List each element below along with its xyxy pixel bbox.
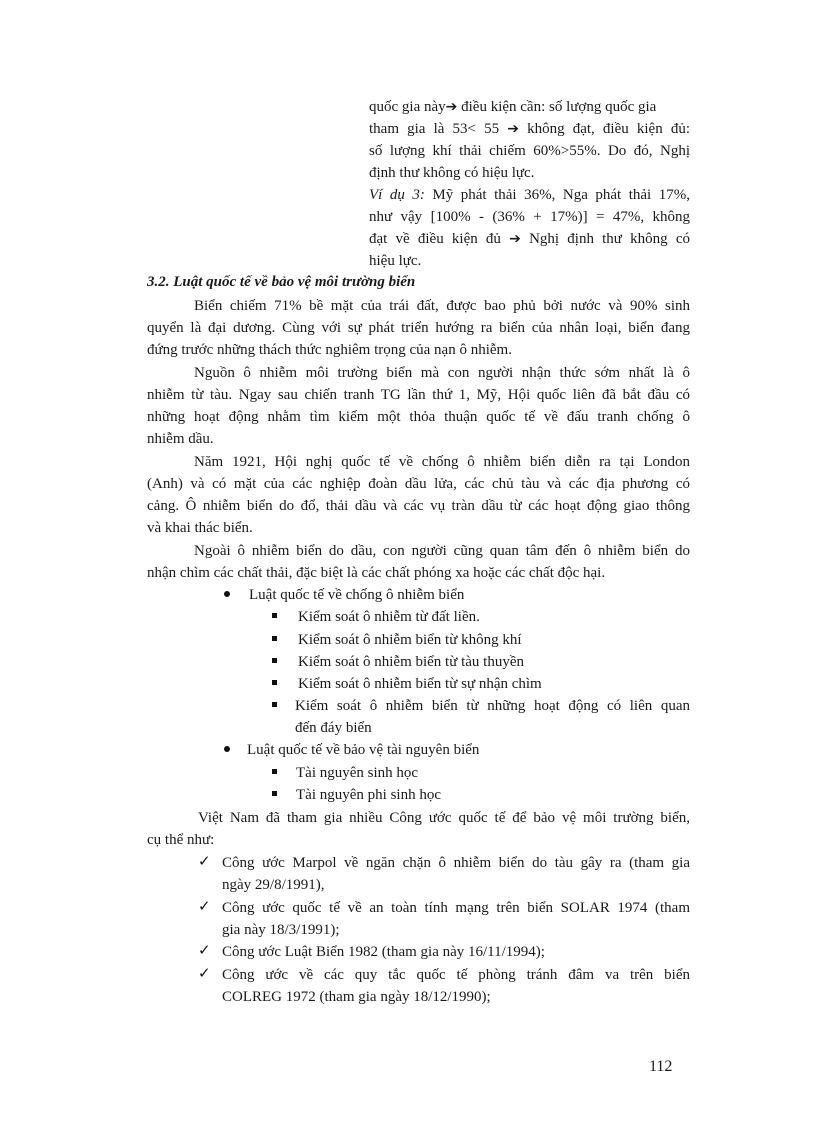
list-item: Luật quốc tế về bảo vệ tài nguyên biển <box>247 742 480 758</box>
convention-item: Công ước Luật Biển 1982 (tham gia này 16/11/1994); <box>222 944 545 960</box>
paragraph-line: (Anh) và có mặt của các nghiệp đoàn dầu lửa, các chủ tàu và các địa phương có <box>147 476 690 492</box>
paragraph-line: Ngoài ô nhiễm biển do dầu, con người cũng quan tâm đến ô nhiễm biển do <box>194 543 690 559</box>
paragraph-line: Biển chiếm 71% bề mặt của trái đất, được bao phủ bởi nước và 90% sinh <box>194 298 690 314</box>
convention-item-continued: gia này 18/3/1991); <box>222 922 340 938</box>
sub-list-item: Kiểm soát ô nhiễm biển từ sự nhận chìm <box>298 676 542 692</box>
paragraph-line: Năm 1921, Hội nghị quốc tế về chống ô nhiễm biển diễn ra tại London <box>194 454 690 470</box>
example-line-6: như vậy [100% - (36% + 17%)] = 47%, không <box>369 209 690 225</box>
paragraph-line: đứng trước những thách thức nghiêm trọng của nạn ô nhiễm. <box>147 342 512 358</box>
paragraph-line: cảng. Ô nhiễm biển do đổ, thải dầu và các vụ tràn dầu từ các hoạt động giao thông <box>147 498 690 514</box>
paragraph-line: Việt Nam đã tham gia nhiều Công ước quốc tế để bảo vệ môi trường biển, <box>198 810 690 826</box>
list-item: Luật quốc tế về chống ô nhiễm biển <box>249 587 465 603</box>
example-line-7: đạt về điều kiện đủ ➔ Nghị định thư không có <box>369 231 690 247</box>
sub-list-item: Tài nguyên phi sinh học <box>296 787 441 803</box>
convention-item-continued: COLREG 1972 (tham gia ngày 18/12/1990); <box>222 989 491 1005</box>
page-number: 112 <box>649 1058 673 1075</box>
sub-list-item: Kiểm soát ô nhiễm từ đất liền. <box>298 609 480 625</box>
example-label: Ví dụ 3: <box>369 187 425 203</box>
paragraph-line: những hoạt động nhằm tìm kiếm một thỏa thuận quốc tế về đấu tranh chống ô <box>147 409 690 425</box>
square-bullet-icon <box>272 613 277 618</box>
checkmark-icon: ✓ <box>198 852 211 870</box>
bullet-dot-icon <box>224 591 230 597</box>
sub-list-item-continued: đến đáy biển <box>295 720 372 736</box>
paragraph-line: cụ thể như: <box>147 832 215 848</box>
sub-list-item: Tài nguyên sinh học <box>296 765 419 781</box>
convention-item: Công ước quốc tế về an toàn tính mạng trên biển SOLAR 1974 (tham <box>222 900 690 916</box>
arrow-right-icon: ➔ <box>445 99 458 115</box>
convention-item: Công ước về các quy tắc quốc tế phòng tránh đâm va trên biển <box>222 967 690 983</box>
sub-list-item: Kiểm soát ô nhiễm biển từ không khí <box>298 632 522 648</box>
sub-list-item: Kiểm soát ô nhiễm biển từ những hoạt động có liên quan <box>295 698 690 714</box>
square-bullet-icon <box>272 702 277 707</box>
convention-item: Công ước Marpol về ngăn chặn ô nhiễm biển do tàu gây ra (tham gia <box>222 855 690 871</box>
convention-item-continued: ngày 29/8/1991), <box>222 877 325 893</box>
paragraph-line: Nguồn ô nhiễm môi trường biển mà con người nhận thức sớm nhất là ô <box>194 365 690 381</box>
arrow-right-icon: ➔ <box>507 121 519 137</box>
sub-list-item: Kiểm soát ô nhiễm biển từ tàu thuyền <box>298 654 525 670</box>
checkmark-icon: ✓ <box>198 964 211 982</box>
paragraph-line: nhận chìm các chất thải, đặc biệt là các chất phóng xa hoặc các chất độc hại. <box>147 565 606 581</box>
bullet-dot-icon <box>224 746 230 752</box>
example-line-2: tham gia là 53< 55 ➔ không đạt, điều kiện đủ: <box>369 121 690 137</box>
square-bullet-icon <box>272 636 277 641</box>
example-line-5: Ví dụ 3: Mỹ phát thải 36%, Nga phát thải 17%, <box>369 187 690 203</box>
example-line-4: định thư không có hiệu lực. <box>369 165 535 181</box>
example-line-3: số lượng khí thải chiếm 60%>55%. Do đó, Nghị <box>369 143 690 159</box>
checkmark-icon: ✓ <box>198 897 211 915</box>
square-bullet-icon <box>272 791 277 796</box>
square-bullet-icon <box>272 658 277 663</box>
example-line-8: hiệu lực. <box>369 253 422 269</box>
paragraph-line: nhiễm từ tàu. Ngay sau chiến tranh TG lần thứ 1, Mỹ, Hội quốc liên đã bắt đầu có <box>147 387 690 403</box>
square-bullet-icon <box>272 680 277 685</box>
square-bullet-icon <box>272 769 277 774</box>
arrow-right-icon: ➔ <box>509 231 521 247</box>
example-line-1: quốc gia này➔ điều kiện cần: số lượng quốc gia <box>369 99 657 115</box>
paragraph-line: và khai thác biển. <box>147 520 253 536</box>
paragraph-line: nhiễm dầu. <box>147 431 214 447</box>
checkmark-icon: ✓ <box>198 941 211 959</box>
paragraph-line: quyển là đại dương. Cùng với sự phát triển hướng ra biển của nhân loại, biển đang <box>147 320 690 336</box>
section-heading: 3.2. Luật quốc tế về bảo vệ môi trường biển <box>147 274 416 290</box>
